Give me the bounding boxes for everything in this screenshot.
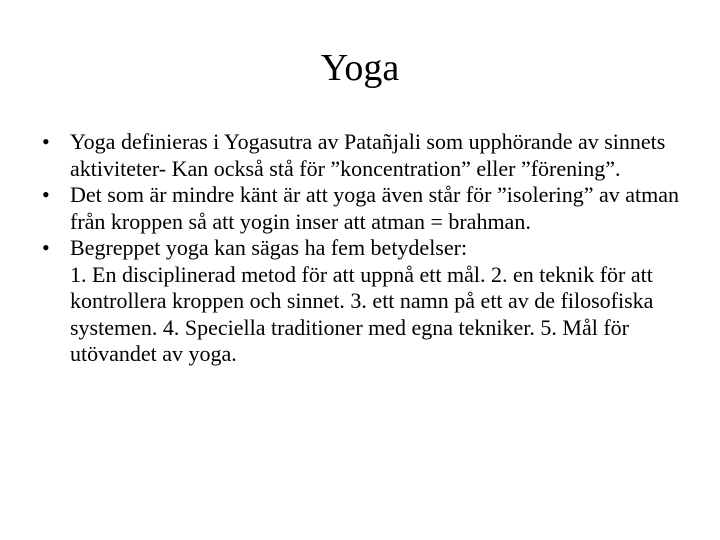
bullet-text: Det som är mindre känt är att yoga även står för ”isolering” av atman från kroppen så att yogin inser att atman = brahman. [70,182,680,234]
bullet-item [42,235,682,262]
bullet-continuation: 1. En disciplinerad metod för att uppnå ett mål. 2. en teknik för att kontrollera kroppen och sinnet. 3. ett namn på ett av de filosofiska systemen. 4. Speciella traditioner med egna tekniker. 5. Mål för utövandet av yoga. [70,261,654,366]
bullet-list [42,129,682,368]
bullet-item [42,182,682,235]
bullet-item [42,129,682,182]
bullet-marker: • [42,235,50,260]
bullet-marker: • [42,129,50,154]
bullet-text: Yoga definieras i Yogasutra av Patañjali som upphörande av sinnets aktiviteter- Kan också stå för ”koncentration” eller ”förening”. [70,129,666,181]
slide-title: Yoga [320,47,400,89]
bullet-marker: • [42,182,50,207]
bullet-text: Begreppet yoga kan sägas ha fem betydelser: [70,235,468,260]
